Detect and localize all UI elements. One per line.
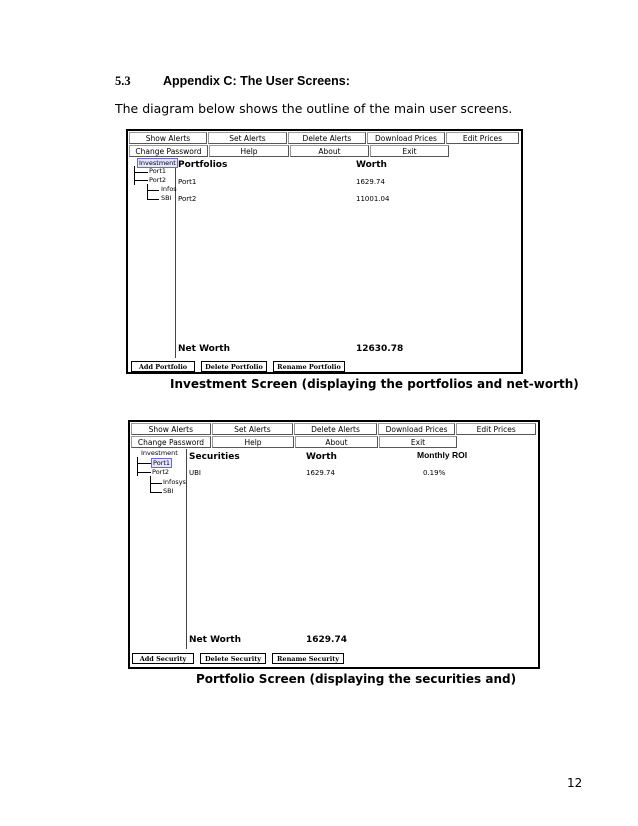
portfolio-name-cell[interactable]: Port2 — [178, 195, 197, 203]
column-header-worth: Worth — [356, 160, 387, 170]
portfolio-screen — [128, 420, 540, 669]
download-prices-button[interactable]: Download Prices — [367, 132, 445, 144]
exit-button[interactable]: Exit — [379, 436, 457, 448]
tree-node-port1[interactable]: Port1 — [153, 459, 171, 467]
screen2-caption: Portfolio Screen (displaying the securities and) — [196, 672, 517, 686]
column-header-monthly-roi: Monthly ROI — [417, 450, 468, 460]
about-button[interactable]: About — [295, 436, 378, 448]
page-number: 12 — [567, 776, 583, 790]
change-password-button[interactable]: Change Password — [131, 436, 211, 448]
intro-paragraph: The diagram below shows the outline of the main user screens. — [115, 101, 513, 116]
delete-alerts-button[interactable]: Delete Alerts — [294, 423, 377, 435]
help-button[interactable]: Help — [212, 436, 294, 448]
section-heading — [115, 74, 350, 89]
add-security-button[interactable]: Add Security — [132, 653, 194, 664]
menu-row-2 — [131, 436, 537, 449]
section-number: 5.3 — [115, 74, 131, 88]
security-worth-cell: 1629.74 — [306, 469, 335, 477]
net-worth-label: Net Worth — [178, 344, 231, 354]
rename-security-button[interactable]: Rename Security — [272, 653, 344, 664]
menu-row-1 — [129, 132, 520, 145]
column-header-portfolios: Portfolios — [178, 160, 228, 170]
show-alerts-button[interactable]: Show Alerts — [129, 132, 207, 144]
set-alerts-button[interactable]: Set Alerts — [212, 423, 294, 435]
about-button[interactable]: About — [290, 145, 369, 157]
net-worth-value: 1629.74 — [306, 635, 347, 645]
exit-button[interactable]: Exit — [370, 145, 449, 157]
net-worth-label: Net Worth — [189, 635, 242, 645]
rename-portfolio-button[interactable]: Rename Portfolio — [273, 361, 345, 372]
help-button[interactable]: Help — [209, 145, 289, 157]
menu-row-1 — [131, 423, 537, 436]
tree-node-investment[interactable]: Investment — [141, 449, 178, 457]
screen1-caption: Investment Screen (displaying the portfolios and net-worth) — [170, 377, 579, 391]
show-alerts-button[interactable]: Show Alerts — [131, 423, 211, 435]
delete-portfolio-button[interactable]: Delete Portfolio — [201, 361, 267, 372]
delete-security-button[interactable]: Delete Security — [200, 653, 266, 664]
tree-node-sbi[interactable]: SBI — [161, 194, 172, 202]
change-password-button[interactable]: Change Password — [129, 145, 208, 157]
download-prices-button[interactable]: Download Prices — [378, 423, 456, 435]
section-title: Appendix C: The User Screens: — [163, 74, 350, 88]
security-roi-cell: 0.19% — [423, 469, 446, 477]
tree-pane — [130, 449, 187, 649]
tree-node-infos[interactable]: Infos — [161, 185, 177, 193]
portfolio-worth-cell: 11001.04 — [356, 195, 390, 203]
tree-node-sbi[interactable]: SBI — [163, 487, 174, 495]
net-worth-value: 12630.78 — [356, 344, 404, 354]
tree-node-port1[interactable]: Port1 — [149, 167, 167, 175]
investment-screen — [126, 129, 523, 374]
security-name-cell[interactable]: UBI — [189, 469, 201, 477]
tree-node-port2[interactable]: Port2 — [152, 468, 170, 476]
tree-node-infosys[interactable]: Infosys — [163, 478, 186, 486]
tree-pane — [128, 158, 176, 358]
portfolio-worth-cell: 1629.74 — [356, 178, 385, 186]
edit-prices-button[interactable]: Edit Prices — [456, 423, 536, 435]
add-portfolio-button[interactable]: Add Portfolio — [131, 361, 195, 372]
column-header-securities: Securities — [189, 452, 240, 462]
menu-row-2 — [129, 145, 520, 158]
set-alerts-button[interactable]: Set Alerts — [208, 132, 287, 144]
edit-prices-button[interactable]: Edit Prices — [446, 132, 519, 144]
tree-node-port2[interactable]: Port2 — [149, 176, 167, 184]
delete-alerts-button[interactable]: Delete Alerts — [288, 132, 366, 144]
portfolio-name-cell[interactable]: Port1 — [178, 178, 197, 186]
column-header-worth: Worth — [306, 452, 337, 462]
tree-node-investment[interactable]: Investment — [139, 159, 176, 167]
